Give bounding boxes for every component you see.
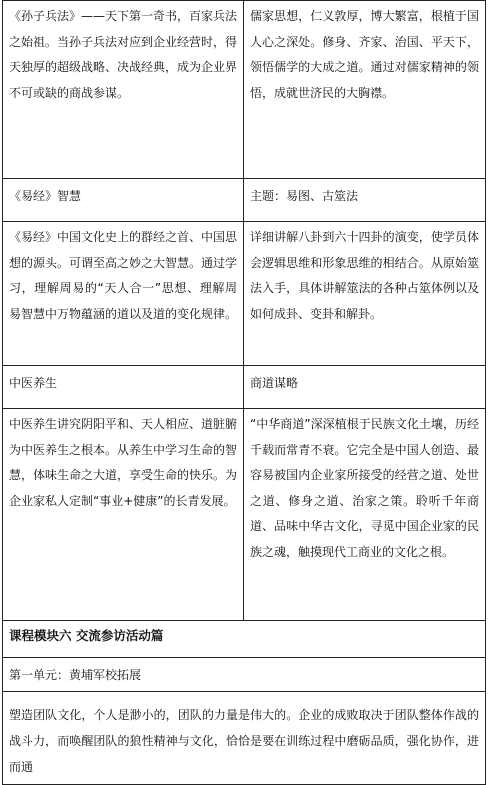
table-row bbox=[3, 658, 486, 692]
module-six-heading: 课程模块六 交流参访活动篇 bbox=[3, 621, 486, 658]
table-row bbox=[3, 1, 486, 179]
confucian-description-cell: 儒家思想，仁义敦厚，博大繁富，根植于国人心之深处。修身、齐家、治国、平天下，领悟儒学的大成之道。通过对儒家精神的领悟，成就世济民的大胸襟。 bbox=[244, 1, 486, 179]
table-row bbox=[3, 692, 486, 785]
tcm-description-cell: 中医养生讲究阴阳平和、天人相应、道脏腑为中医养生之根本。从养生中学习生命的智慧，体味生命之大道，享受生命的快乐。为企业家私人定制“事业+健康”的长青发展。 bbox=[3, 409, 244, 621]
unit-one-title: 第一单元：黄埔军校拓展 bbox=[3, 658, 486, 692]
sunzi-description-cell: 《孙子兵法》——天下第一奇书，百家兵法之始祖。当孙子兵法对应到企业经营时，得天独厚的超级战略、决战经典，成为企业界不可或缺的商战参谋。 bbox=[3, 1, 244, 179]
yijing-description-cell: 《易经》中国文化史上的群经之首、中国思想的源头。可谓至高之妙之大智慧。通过学习，理解周易的“天人合一”思想、理解周易智慧中万物蕴涵的道以及道的变化规律。 bbox=[3, 222, 244, 366]
yijing-detail-cell: 详细讲解八卦到六十四卦的演变，使学员体会逻辑思维和形象思维的相结合。从原始筮法入手，具体讲解筮法的各种占筮体例以及如何成卦、变卦和解卦。 bbox=[244, 222, 486, 366]
tcm-title-cell: 中医养生 bbox=[3, 366, 244, 409]
table-row bbox=[3, 621, 486, 658]
table-row bbox=[3, 409, 486, 621]
yijing-topic-cell: 主题：易图、古筮法 bbox=[244, 179, 486, 222]
business-strategy-title-cell: 商道谋略 bbox=[244, 366, 486, 409]
business-strategy-description-cell: “中华商道”深深植根于民族文化土壤，历经千载而常青不衰。它完全是中国人创造、最容易被国内企业家所接受的经营之道、处世之道、修身之道、治家之策。聆听千年商道、品味中华古文化，寻觅中国企业家的民族之魂，触摸现代工商业的文化之根。 bbox=[244, 409, 486, 621]
team-culture-paragraph: 塑造团队文化，个人是渺小的，团队的力量是伟大的。企业的成败取决于团队整体作战的战斗力，而唤醒团队的狼性精神与文化，恰恰是要在训练过程中磨砺品质，强化协作，进而通 bbox=[3, 692, 486, 785]
course-table bbox=[2, 0, 486, 785]
table-row bbox=[3, 222, 486, 366]
table-row bbox=[3, 179, 486, 222]
table-row bbox=[3, 366, 486, 409]
yijing-title-cell: 《易经》智慧 bbox=[3, 179, 244, 222]
